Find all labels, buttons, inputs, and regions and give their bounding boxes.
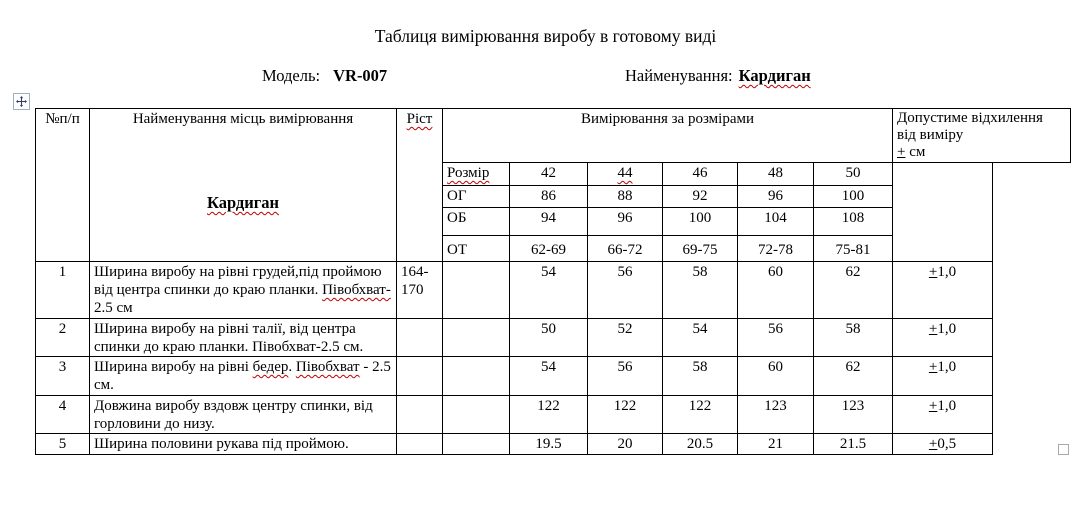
- col-header-measurements: Вимірювання за розмірами: [443, 108, 893, 163]
- size-cell: 66-72: [588, 236, 663, 262]
- size-cell: 48: [738, 163, 814, 186]
- col-header-num-label: №п/п: [45, 111, 80, 127]
- tolerance-value: 1,0: [937, 321, 957, 337]
- desc-segment: Довжина виробу вздовж центру спинки, від горловини до низу.: [94, 398, 373, 432]
- size-cell: [588, 163, 663, 186]
- size-row-label: ОТ: [443, 236, 510, 262]
- desc-segment: Ширина виробу на рівні грудей,під проймою від центра спинки до краю планки.: [94, 264, 382, 298]
- size-cell: 72-78: [738, 236, 814, 262]
- size-cell: 100: [814, 186, 893, 208]
- row-num-cell: 4: [35, 396, 90, 434]
- size-cell: 108: [814, 208, 893, 236]
- plus-minus-sign: +: [928, 359, 938, 375]
- measure-value-cell: 54: [663, 319, 738, 357]
- row-tolerance-cell: [893, 357, 993, 396]
- plus-minus-sign: +: [897, 144, 906, 160]
- row-rist-cell: [397, 434, 443, 455]
- product-name: Кардиган: [206, 193, 280, 212]
- size-row-label: [443, 163, 510, 186]
- desc-segment: 2.5 см: [94, 300, 133, 316]
- tolerance-value: 1,0: [937, 398, 957, 414]
- product-label: Найменування:: [625, 66, 733, 85]
- desc-segment: - 2.5 см.: [94, 359, 391, 393]
- desc-segment-misspelled: Півобхват: [295, 359, 360, 375]
- row-num-cell: 3: [35, 357, 90, 396]
- size-cell: 50: [814, 163, 893, 186]
- row-tolerance-cell: [893, 262, 993, 319]
- measure-value-cell: 122: [510, 396, 588, 434]
- size-cell: 75-81: [814, 236, 893, 262]
- row-empty-cell: [443, 357, 510, 396]
- row-num-cell: 2: [35, 319, 90, 357]
- size-row-label: ОБ: [443, 208, 510, 236]
- tolerance-value: 1,0: [937, 359, 957, 375]
- row-desc-cell: [90, 396, 397, 434]
- row-desc-cell: [90, 357, 397, 396]
- measure-value-cell: 58: [814, 319, 893, 357]
- tolerance-value: 1,0: [937, 264, 957, 280]
- table-resize-handle[interactable]: [1058, 444, 1069, 455]
- measure-value-cell: 20: [588, 434, 663, 455]
- row-tolerance-cell: [893, 319, 993, 357]
- measure-value-cell: 52: [588, 319, 663, 357]
- measure-value-cell: 19.5: [510, 434, 588, 455]
- size-cell: 62-69: [510, 236, 588, 262]
- row-num-cell: 5: [35, 434, 90, 455]
- model-label: Модель:: [262, 66, 321, 85]
- size-cell: 46: [663, 163, 738, 186]
- measure-value-cell: 62: [814, 262, 893, 319]
- desc-segment-misspelled: бедер: [252, 359, 289, 375]
- desc-segment: Ширина виробу на рівні: [94, 359, 253, 375]
- row-desc-cell: [90, 434, 397, 455]
- size-label: Розмір: [447, 165, 490, 181]
- size-cell: 42: [510, 163, 588, 186]
- row-num-cell: 1: [35, 262, 90, 319]
- measure-value-cell: 62: [814, 357, 893, 396]
- size-cell: 104: [738, 208, 814, 236]
- size-cell: 88: [588, 186, 663, 208]
- size-cell: 92: [663, 186, 738, 208]
- row-desc-cell: [90, 319, 397, 357]
- measure-value-cell: 54: [510, 262, 588, 319]
- model-value: VR-007: [333, 66, 388, 85]
- tolerance-header-line1: Допустиме відхилення: [897, 110, 1043, 126]
- measure-value-cell: 58: [663, 357, 738, 396]
- measure-value-cell: 123: [738, 396, 814, 434]
- measure-value-cell: 60: [738, 357, 814, 396]
- measure-value-cell: 56: [588, 357, 663, 396]
- row-rist-cell: [397, 396, 443, 434]
- tolerance-value: 0,5: [937, 436, 957, 452]
- tolerance-header-line2: від виміру: [897, 127, 964, 143]
- row-empty-cell: [443, 262, 510, 319]
- plus-minus-sign: +: [928, 398, 938, 414]
- product-value: Кардиган: [738, 66, 811, 85]
- size-cell: 94: [510, 208, 588, 236]
- size-row-label: ОГ: [443, 186, 510, 208]
- tolerance-header-line3: [897, 144, 1066, 161]
- measure-value-cell: 58: [663, 262, 738, 319]
- col-header-rist: Ріст: [406, 111, 433, 127]
- measure-value-cell: 21: [738, 434, 814, 455]
- desc-segment: Ширина половини рукава під проймою.: [94, 436, 349, 452]
- desc-segment: Ширина виробу на рівні талії, від центра спинки до краю планки. Півобхват-2.5 см.: [94, 321, 364, 355]
- row-empty-cell: [443, 396, 510, 434]
- plus-minus-sign: +: [928, 264, 938, 280]
- measure-value-cell: 122: [588, 396, 663, 434]
- size-cell: 86: [510, 186, 588, 208]
- desc-segment: .: [288, 359, 296, 375]
- desc-segment-misspelled: Півобхват-: [322, 282, 391, 298]
- page-title: Таблиця вимірювання виробу в готовому виді: [374, 26, 717, 46]
- size-cell: 100: [663, 208, 738, 236]
- row-rist-cell: 164-170: [397, 262, 443, 319]
- col-header-name: Найменування місць вимірювання: [132, 111, 354, 127]
- name-line: [625, 66, 811, 86]
- tolerance-unit: см: [905, 144, 926, 160]
- row-tolerance-cell: [893, 396, 993, 434]
- size-cell: 96: [588, 208, 663, 236]
- col-header-name-cell: [90, 108, 397, 262]
- measure-value-cell: 50: [510, 319, 588, 357]
- col-header-num: [35, 108, 90, 262]
- plus-minus-sign: +: [928, 321, 938, 337]
- row-rist-cell: [397, 357, 443, 396]
- tolerance-empty-cell: [893, 163, 993, 262]
- size-cell: 69-75: [663, 236, 738, 262]
- col-header-rist-cell: [397, 108, 443, 262]
- col-header-tolerance: [893, 108, 1071, 163]
- row-empty-cell: [443, 434, 510, 455]
- row-tolerance-cell: [893, 434, 993, 455]
- measure-value-cell: 20.5: [663, 434, 738, 455]
- product-name-cell: [94, 194, 392, 212]
- row-rist-cell: [397, 319, 443, 357]
- measure-value-cell: 122: [663, 396, 738, 434]
- measure-value-cell: 60: [738, 262, 814, 319]
- measure-value-cell: 123: [814, 396, 893, 434]
- size-cell: 96: [738, 186, 814, 208]
- measure-value-cell: 21.5: [814, 434, 893, 455]
- size-value: 44: [617, 165, 633, 181]
- table-move-handle[interactable]: [13, 93, 30, 110]
- row-empty-cell: [443, 319, 510, 357]
- measurement-table: [35, 108, 1071, 455]
- row-desc-cell: [90, 262, 397, 319]
- move-icon: [16, 96, 27, 107]
- plus-minus-sign: +: [928, 436, 938, 452]
- measure-value-cell: 56: [588, 262, 663, 319]
- measure-value-cell: 54: [510, 357, 588, 396]
- model-line: [262, 66, 387, 86]
- measure-value-cell: 56: [738, 319, 814, 357]
